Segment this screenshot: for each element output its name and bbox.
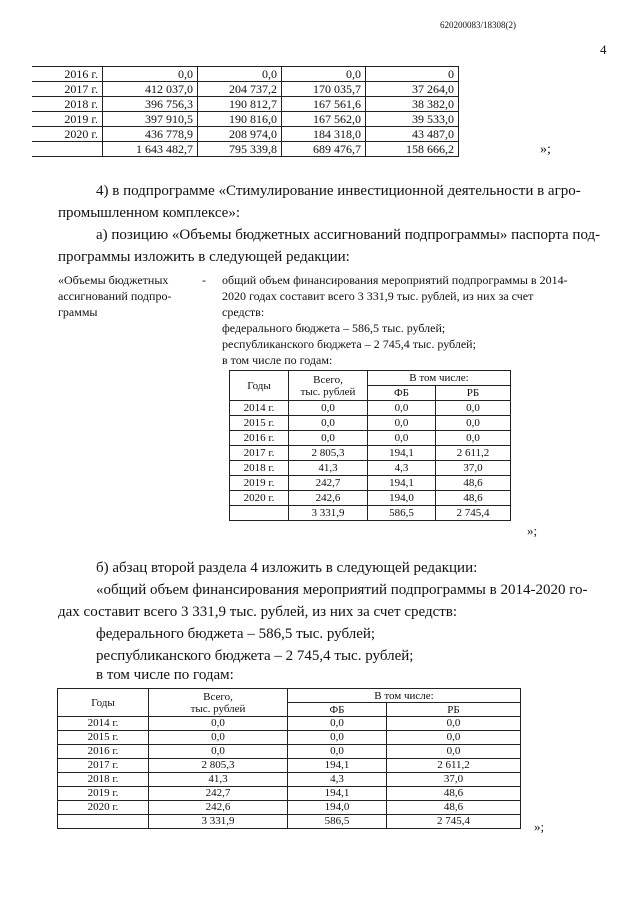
row-value: 0,0 [288, 717, 387, 731]
row-value: 2 805,3 [289, 446, 368, 461]
row-value: 0,0 [368, 401, 436, 416]
passport-label [58, 272, 171, 320]
col-fb: ФБ [368, 386, 436, 401]
row-value: 242,6 [149, 801, 288, 815]
row-year: 2020 г. [230, 491, 289, 506]
row-value: 2 745,4 [387, 815, 521, 829]
row-year: 2015 г. [230, 416, 289, 431]
item-a-line1: а) позицию «Объемы бюджетных ассигнований подпрограммы» паспорта под- [96, 227, 601, 243]
row-value: 167 562,0 [282, 112, 366, 127]
row-value: 3 331,9 [289, 506, 368, 521]
row-year: 2017 г. [230, 446, 289, 461]
page-number: 4 [600, 42, 607, 57]
row-year: 2017 г. [58, 759, 149, 773]
passport-text-line: общий объем финансирования мероприятий подпрограммы в 2014- [222, 273, 568, 287]
row-value: 190 816,0 [198, 112, 282, 127]
row-value: 2 611,2 [436, 446, 511, 461]
row-year: 2020 г. [58, 801, 149, 815]
item-4-line1: 4) в подпрограмме «Стимулирование инвестиционной деятельности в агро- [96, 183, 581, 199]
table-row [32, 82, 459, 97]
row-year: 2018 г. [58, 773, 149, 787]
col-rb: РБ [436, 386, 511, 401]
row-value: 0,0 [289, 401, 368, 416]
passport-text-line: федерального бюджета – 586,5 тыс. рублей; [222, 321, 446, 335]
passport-dash: - [202, 273, 206, 287]
table-row [32, 142, 459, 157]
row-year: 2017 г. [32, 82, 103, 97]
row-value: 0,0 [149, 717, 288, 731]
row-year: 2019 г. [58, 787, 149, 801]
table-row [58, 815, 521, 829]
col-rb: РБ [387, 703, 521, 717]
table-row [230, 401, 511, 416]
section-b-line3: дах составит всего 3 331,9 тыс. рублей, из них за счет средств: [58, 604, 458, 620]
table-row [230, 461, 511, 476]
row-value: 4,3 [288, 773, 387, 787]
table-row [58, 773, 521, 787]
row-value: 242,7 [149, 787, 288, 801]
row-value: 38 382,0 [366, 97, 459, 112]
table-row [32, 67, 459, 82]
row-value: 0,0 [149, 731, 288, 745]
row-value: 48,6 [436, 491, 511, 506]
row-value: 1 643 482,7 [103, 142, 198, 157]
row-value: 3 331,9 [149, 815, 288, 829]
row-value: 586,5 [288, 815, 387, 829]
section-b-line4: федерального бюджета – 586,5 тыс. рублей; [96, 626, 376, 642]
row-value: 0,0 [289, 416, 368, 431]
row-value: 48,6 [387, 787, 521, 801]
row-value: 43 487,0 [366, 127, 459, 142]
row-value: 194,0 [368, 491, 436, 506]
row-value: 4,3 [368, 461, 436, 476]
row-value: 170 035,7 [282, 82, 366, 97]
passport-label-line: «Объемы бюджетных [58, 273, 169, 287]
col-total: Всего, тыс. рублей [289, 371, 368, 401]
row-value: 0,0 [282, 67, 366, 82]
row-value: 39 533,0 [366, 112, 459, 127]
row-value: 158 666,2 [366, 142, 459, 157]
table-row [58, 801, 521, 815]
table-row [230, 491, 511, 506]
row-value: 0 [366, 67, 459, 82]
table-row [230, 446, 511, 461]
table-row [230, 416, 511, 431]
row-value: 184 318,0 [282, 127, 366, 142]
row-value: 37 264,0 [366, 82, 459, 97]
col-years: Годы [58, 689, 149, 717]
table-row [32, 127, 459, 142]
row-value: 41,3 [149, 773, 288, 787]
row-value: 586,5 [368, 506, 436, 521]
table-row [58, 717, 521, 731]
row-value: 2 611,2 [387, 759, 521, 773]
funding-table-continued [32, 66, 459, 157]
row-value: 0,0 [436, 431, 511, 446]
row-value: 204 737,2 [198, 82, 282, 97]
section-b-line2: «общий объем финансирования мероприятий подпрограммы в 2014-2020 го- [96, 582, 588, 598]
section-b-line5: республиканского бюджета – 2 745,4 тыс. рублей; [96, 648, 414, 664]
table1-suffix: »; [540, 142, 551, 157]
row-value: 0,0 [387, 745, 521, 759]
table-row [230, 431, 511, 446]
row-year: 2019 г. [32, 112, 103, 127]
row-value: 194,1 [368, 446, 436, 461]
row-value: 194,1 [288, 787, 387, 801]
row-value: 194,1 [288, 759, 387, 773]
row-year: 2016 г. [230, 431, 289, 446]
col-including: В том числе: [368, 371, 511, 386]
row-value: 48,6 [436, 476, 511, 491]
col-total: Всего, тыс. рублей [149, 689, 288, 717]
row-value: 242,7 [289, 476, 368, 491]
table-row [58, 745, 521, 759]
row-value: 0,0 [436, 401, 511, 416]
row-year: 2016 г. [58, 745, 149, 759]
passport-text-line: в том числе по годам: [222, 353, 333, 367]
row-value: 0,0 [288, 745, 387, 759]
document-id: 620200083/18308(2) [440, 20, 516, 30]
row-value: 2 805,3 [149, 759, 288, 773]
col-years: Годы [230, 371, 289, 401]
row-value: 190 812,7 [198, 97, 282, 112]
table-row [32, 112, 459, 127]
table-row [58, 759, 521, 773]
row-year: 2016 г. [32, 67, 103, 82]
table-row [58, 731, 521, 745]
table2-suffix: »; [527, 523, 538, 538]
col-fb: ФБ [288, 703, 387, 717]
row-year [58, 815, 149, 829]
table3-suffix: »; [534, 819, 545, 834]
row-value: 0,0 [149, 745, 288, 759]
row-value: 0,0 [387, 731, 521, 745]
row-value: 795 339,8 [198, 142, 282, 157]
row-value: 48,6 [387, 801, 521, 815]
item-4-line2: промышленном комплексе»: [58, 205, 240, 221]
budget-table-section4 [57, 688, 521, 829]
passport-text-line: 2020 годах составит всего 3 331,9 тыс. рублей, из них за счет [222, 289, 534, 303]
passport-label-line: граммы [58, 305, 98, 319]
table-row [58, 787, 521, 801]
row-year: 2020 г. [32, 127, 103, 142]
row-value: 436 778,9 [103, 127, 198, 142]
row-year: 2018 г. [32, 97, 103, 112]
row-year: 2014 г. [58, 717, 149, 731]
row-year: 2015 г. [58, 731, 149, 745]
item-a-line2: программы изложить в следующей редакции: [58, 249, 350, 265]
section-b-line1: б) абзац второй раздела 4 изложить в следующей редакции: [96, 560, 478, 576]
row-value: 167 561,6 [282, 97, 366, 112]
passport-text-line: средств: [222, 305, 265, 319]
section-b-line6: в том числе по годам: [96, 667, 234, 683]
passport-text [222, 272, 612, 368]
row-value: 37,0 [387, 773, 521, 787]
budget-table-passport [229, 370, 511, 521]
row-value: 396 756,3 [103, 97, 198, 112]
table-row [230, 476, 511, 491]
row-value: 0,0 [368, 416, 436, 431]
row-year [230, 506, 289, 521]
row-value: 194,0 [288, 801, 387, 815]
row-value: 41,3 [289, 461, 368, 476]
col-including: В том числе: [288, 689, 521, 703]
row-year: 2019 г. [230, 476, 289, 491]
row-value: 208 974,0 [198, 127, 282, 142]
row-year [32, 142, 103, 157]
passport-text-line: республиканского бюджета – 2 745,4 тыс. рублей; [222, 337, 476, 351]
row-value: 0,0 [436, 416, 511, 431]
table-row [32, 97, 459, 112]
row-value: 0,0 [368, 431, 436, 446]
row-value: 242,6 [289, 491, 368, 506]
passport-label-line: ассигнований подпро- [58, 289, 172, 303]
row-value: 0,0 [198, 67, 282, 82]
row-value: 0,0 [387, 717, 521, 731]
row-value: 412 037,0 [103, 82, 198, 97]
row-value: 194,1 [368, 476, 436, 491]
row-value: 0,0 [103, 67, 198, 82]
row-year: 2018 г. [230, 461, 289, 476]
table-row [230, 506, 511, 521]
row-value: 0,0 [288, 731, 387, 745]
row-value: 2 745,4 [436, 506, 511, 521]
row-year: 2014 г. [230, 401, 289, 416]
row-value: 37,0 [436, 461, 511, 476]
row-value: 689 476,7 [282, 142, 366, 157]
row-value: 0,0 [289, 431, 368, 446]
row-value: 397 910,5 [103, 112, 198, 127]
